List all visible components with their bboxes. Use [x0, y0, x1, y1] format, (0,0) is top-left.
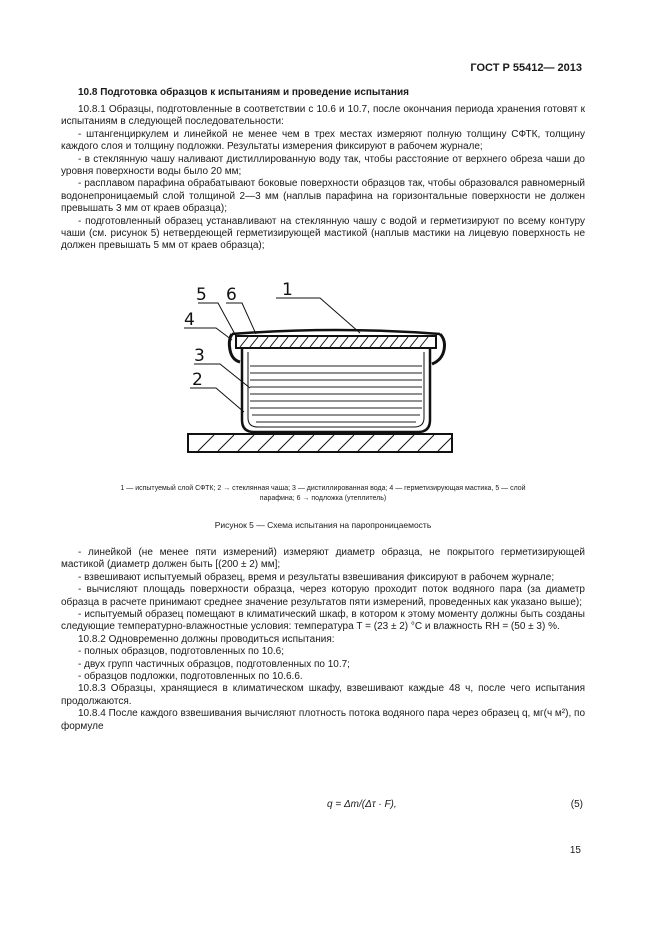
page-number: 15 — [569, 845, 581, 856]
label-6: 6 — [226, 285, 237, 305]
figure-caption: Рисунок 5 — Схема испытания на паропроницаемость — [214, 520, 432, 530]
top-text-block — [61, 104, 585, 253]
specimen-layer — [236, 336, 436, 348]
paragraph: - испытуемый образец помещают в климатический шкаф, в котором к этому моменту должны быть созданы следующие температурно-влажностные условия: температура T = (23 ± 2) °C и влажность RН = (50 ± 3) %. — [61, 609, 585, 633]
paragraph: 10.8.1 Образцы, подготовленные в соответствии с 10.6 и 10.7, после окончания периода хранения готовят к испытаниям в следующей последовательности: — [61, 104, 585, 128]
formula-5: q = Δm/(Δτ · F), — [327, 799, 397, 810]
section-heading: 10.8 Подготовка образцов к испытаниям и проведение испытания — [78, 87, 409, 98]
paragraph: - расплавом парафина обрабатывают боковые поверхности образцов так, чтобы образовался равномерный водонепроницаемый слой толщиной 2—3 мм (наплыв парафина на горизонтальные поверхности не должен превышать 3 мм от краев образца); — [61, 178, 585, 215]
paragraph: 10.8.3 Образцы, хранящиеся в климатическом шкафу, взвешивают каждые 48 ч, после чего испытания продолжаются. — [61, 683, 585, 707]
equation-number: (5) — [570, 799, 583, 810]
paragraph: - в стеклянную чашу наливают дистиллированную воду так, чтобы расстояние от верхнего обреза чаши до уровня поверхности воды было 20 мм; — [61, 153, 585, 178]
leader-lines — [184, 298, 360, 412]
paragraph: - взвешивают испытуемый образец, время и результаты взвешивания фиксируют в рабочем журнале; — [78, 571, 555, 583]
label-1: 1 — [282, 280, 293, 300]
paragraph: - линейкой (не менее пяти измерений) измеряют диаметр образца, не покрытого герметизирующей мастикой (диаметр должен быть [(200 ± 2) мм]; — [61, 547, 585, 571]
test-setup-drawing — [170, 278, 470, 490]
label-3: 3 — [194, 346, 205, 366]
figure-legend — [61, 484, 585, 504]
standard-number: ГОСТ Р 55412— 2013 — [470, 62, 582, 74]
bottom-text-block — [61, 547, 585, 733]
paragraph: - образцов подложки, подготовленных по 10.6.6. — [78, 671, 303, 683]
water-lines — [250, 366, 422, 422]
label-5: 5 — [196, 285, 207, 305]
legend-line: 1 — испытуемый слой СФТК; 2 → стеклянная чаша; 3 — дистиллированная вода; 4 — герметизирующая мастика, 5 — слой — [120, 485, 526, 492]
glass-dish — [242, 348, 430, 432]
formula-row — [61, 799, 585, 813]
figure-5-diagram — [170, 278, 470, 490]
paragraph: - полных образцов, подготовленных по 10.6; — [78, 646, 284, 658]
paragraph: - штангенциркулем и линейкой не менее чем в трех местах измеряют полную толщину СФТК, толщину каждого слоя и толщину подложки. Результаты измерения фиксируют в рабочем журнале; — [61, 128, 585, 153]
paragraph: 10.8.4 После каждого взвешивания вычисляют плотность потока водяного пара через образец q, мг(ч м²), по формуле — [61, 708, 586, 732]
label-4: 4 — [184, 310, 195, 330]
substrate-hatching — [240, 337, 428, 347]
legend-line: парафина; 6 → подложка (утеплитель) — [259, 495, 387, 502]
paragraph: - двух групп частичных образцов, подготовленных по 10.7; — [78, 658, 350, 670]
glass-dish-inner — [248, 352, 424, 427]
paragraph: - подготовленный образец устанавливают на стеклянную чашу с водой и герметизируют по всему контуру чаши (см. рисунок 5) нетвердеющей герметизирующей мастикой (наплыв мастики на лицевую поверхность не должен превышать 5 мм от краев образца); — [61, 215, 585, 252]
base-hatching — [198, 435, 451, 451]
label-2: 2 — [192, 370, 203, 390]
paraffin-top — [232, 330, 440, 334]
paragraph: 10.8.2 Одновременно должны проводиться испытания: — [78, 633, 335, 645]
paragraph: - вычисляют площадь поверхности образца, через которую проходит поток водяного пара (за диаметр образца в расчете принимают среднее значение результатов пяти измерений, проведенных как указано выше); — [61, 584, 585, 608]
